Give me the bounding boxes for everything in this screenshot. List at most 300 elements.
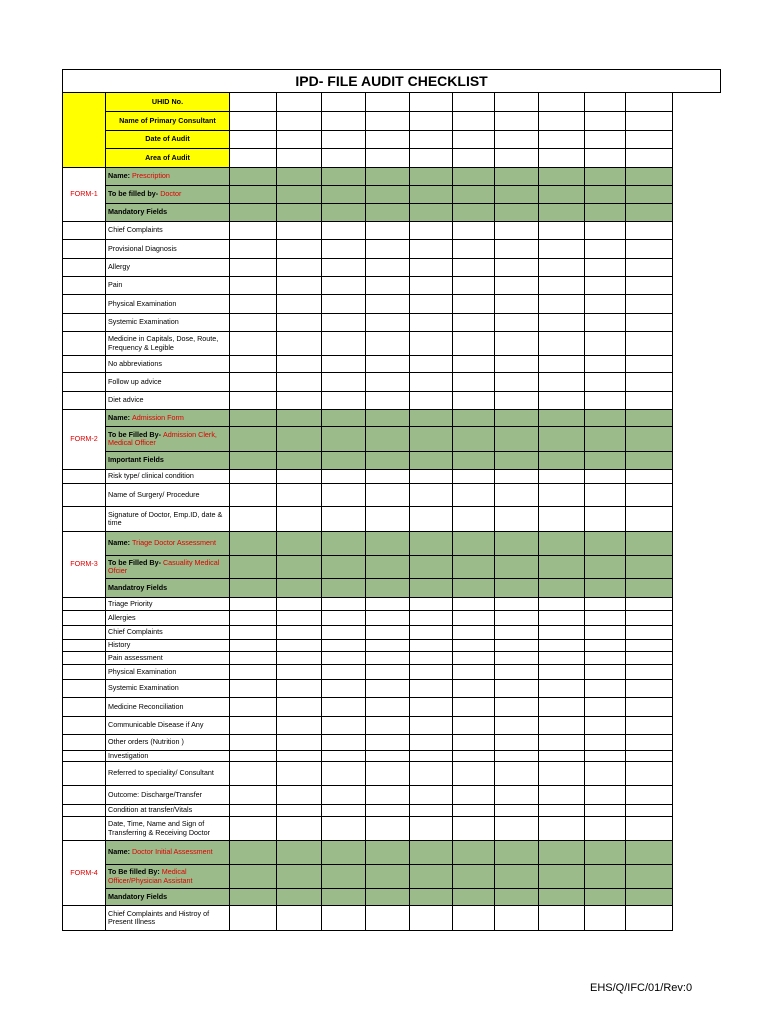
audit-cell[interactable] xyxy=(453,373,495,392)
audit-cell[interactable] xyxy=(495,222,539,240)
audit-cell[interactable] xyxy=(230,665,277,680)
audit-cell[interactable] xyxy=(585,295,626,314)
audit-cell[interactable] xyxy=(366,698,410,717)
audit-cell[interactable] xyxy=(410,373,453,392)
audit-cell[interactable] xyxy=(539,168,585,186)
audit-cell[interactable] xyxy=(453,112,495,131)
audit-cell[interactable] xyxy=(230,470,277,484)
audit-cell[interactable] xyxy=(366,186,410,204)
audit-cell[interactable] xyxy=(626,356,673,373)
audit-cell[interactable] xyxy=(322,112,366,131)
audit-cell[interactable] xyxy=(410,204,453,222)
audit-cell[interactable] xyxy=(410,611,453,626)
audit-cell[interactable] xyxy=(277,222,322,240)
audit-cell[interactable] xyxy=(453,652,495,665)
audit-cell[interactable] xyxy=(539,427,585,452)
audit-cell[interactable] xyxy=(410,579,453,598)
audit-cell[interactable] xyxy=(495,240,539,259)
audit-cell[interactable] xyxy=(277,805,322,817)
audit-cell[interactable] xyxy=(585,204,626,222)
audit-cell[interactable] xyxy=(277,186,322,204)
audit-cell[interactable] xyxy=(322,805,366,817)
audit-cell[interactable] xyxy=(230,652,277,665)
audit-cell[interactable] xyxy=(366,626,410,640)
audit-cell[interactable] xyxy=(230,751,277,762)
audit-cell[interactable] xyxy=(322,149,366,168)
audit-cell[interactable] xyxy=(410,470,453,484)
audit-cell[interactable] xyxy=(410,240,453,259)
audit-cell[interactable] xyxy=(453,579,495,598)
audit-cell[interactable] xyxy=(585,680,626,698)
audit-cell[interactable] xyxy=(277,314,322,332)
audit-cell[interactable] xyxy=(410,356,453,373)
audit-cell[interactable] xyxy=(585,598,626,611)
audit-cell[interactable] xyxy=(626,579,673,598)
audit-cell[interactable] xyxy=(322,470,366,484)
audit-cell[interactable] xyxy=(322,598,366,611)
audit-cell[interactable] xyxy=(410,112,453,131)
audit-cell[interactable] xyxy=(230,222,277,240)
audit-cell[interactable] xyxy=(495,889,539,906)
audit-cell[interactable] xyxy=(277,93,322,112)
audit-cell[interactable] xyxy=(539,717,585,735)
audit-cell[interactable] xyxy=(366,665,410,680)
audit-cell[interactable] xyxy=(277,410,322,427)
audit-cell[interactable] xyxy=(230,240,277,259)
audit-cell[interactable] xyxy=(539,841,585,865)
audit-cell[interactable] xyxy=(366,817,410,841)
audit-cell[interactable] xyxy=(230,484,277,507)
audit-cell[interactable] xyxy=(585,889,626,906)
audit-cell[interactable] xyxy=(539,751,585,762)
audit-cell[interactable] xyxy=(230,805,277,817)
audit-cell[interactable] xyxy=(585,259,626,277)
audit-cell[interactable] xyxy=(495,717,539,735)
audit-cell[interactable] xyxy=(453,131,495,149)
audit-cell[interactable] xyxy=(539,786,585,805)
audit-cell[interactable] xyxy=(230,168,277,186)
audit-cell[interactable] xyxy=(230,93,277,112)
audit-cell[interactable] xyxy=(585,452,626,470)
audit-cell[interactable] xyxy=(626,906,673,931)
audit-cell[interactable] xyxy=(453,556,495,579)
audit-cell[interactable] xyxy=(539,805,585,817)
audit-cell[interactable] xyxy=(277,817,322,841)
audit-cell[interactable] xyxy=(539,392,585,410)
audit-cell[interactable] xyxy=(585,427,626,452)
audit-cell[interactable] xyxy=(277,762,322,786)
audit-cell[interactable] xyxy=(322,314,366,332)
audit-cell[interactable] xyxy=(626,93,673,112)
audit-cell[interactable] xyxy=(277,665,322,680)
audit-cell[interactable] xyxy=(322,507,366,532)
audit-cell[interactable] xyxy=(539,314,585,332)
audit-cell[interactable] xyxy=(277,470,322,484)
audit-cell[interactable] xyxy=(277,906,322,931)
audit-cell[interactable] xyxy=(453,356,495,373)
audit-cell[interactable] xyxy=(585,626,626,640)
audit-cell[interactable] xyxy=(539,259,585,277)
audit-cell[interactable] xyxy=(277,452,322,470)
audit-cell[interactable] xyxy=(539,186,585,204)
audit-cell[interactable] xyxy=(230,640,277,652)
audit-cell[interactable] xyxy=(626,626,673,640)
audit-cell[interactable] xyxy=(495,735,539,751)
audit-cell[interactable] xyxy=(626,786,673,805)
audit-cell[interactable] xyxy=(366,112,410,131)
audit-cell[interactable] xyxy=(626,186,673,204)
audit-cell[interactable] xyxy=(585,314,626,332)
audit-cell[interactable] xyxy=(495,507,539,532)
audit-cell[interactable] xyxy=(495,295,539,314)
audit-cell[interactable] xyxy=(277,786,322,805)
audit-cell[interactable] xyxy=(230,579,277,598)
audit-cell[interactable] xyxy=(539,410,585,427)
audit-cell[interactable] xyxy=(453,470,495,484)
audit-cell[interactable] xyxy=(322,817,366,841)
audit-cell[interactable] xyxy=(410,295,453,314)
audit-cell[interactable] xyxy=(366,470,410,484)
audit-cell[interactable] xyxy=(277,841,322,865)
audit-cell[interactable] xyxy=(277,204,322,222)
audit-cell[interactable] xyxy=(410,817,453,841)
audit-cell[interactable] xyxy=(410,131,453,149)
audit-cell[interactable] xyxy=(626,841,673,865)
audit-cell[interactable] xyxy=(539,611,585,626)
audit-cell[interactable] xyxy=(322,680,366,698)
audit-cell[interactable] xyxy=(539,204,585,222)
audit-cell[interactable] xyxy=(495,373,539,392)
audit-cell[interactable] xyxy=(230,295,277,314)
audit-cell[interactable] xyxy=(539,640,585,652)
audit-cell[interactable] xyxy=(495,579,539,598)
audit-cell[interactable] xyxy=(277,427,322,452)
audit-cell[interactable] xyxy=(585,640,626,652)
audit-cell[interactable] xyxy=(539,652,585,665)
audit-cell[interactable] xyxy=(495,427,539,452)
audit-cell[interactable] xyxy=(585,507,626,532)
audit-cell[interactable] xyxy=(585,717,626,735)
audit-cell[interactable] xyxy=(585,906,626,931)
audit-cell[interactable] xyxy=(626,698,673,717)
audit-cell[interactable] xyxy=(277,598,322,611)
audit-cell[interactable] xyxy=(277,698,322,717)
audit-cell[interactable] xyxy=(230,452,277,470)
audit-cell[interactable] xyxy=(366,556,410,579)
audit-cell[interactable] xyxy=(410,186,453,204)
audit-cell[interactable] xyxy=(322,452,366,470)
audit-cell[interactable] xyxy=(585,356,626,373)
audit-cell[interactable] xyxy=(453,392,495,410)
audit-cell[interactable] xyxy=(495,598,539,611)
audit-cell[interactable] xyxy=(495,392,539,410)
audit-cell[interactable] xyxy=(366,295,410,314)
audit-cell[interactable] xyxy=(539,889,585,906)
audit-cell[interactable] xyxy=(410,762,453,786)
audit-cell[interactable] xyxy=(495,332,539,356)
audit-cell[interactable] xyxy=(539,817,585,841)
audit-cell[interactable] xyxy=(495,805,539,817)
audit-cell[interactable] xyxy=(453,427,495,452)
audit-cell[interactable] xyxy=(585,168,626,186)
audit-cell[interactable] xyxy=(585,373,626,392)
audit-cell[interactable] xyxy=(495,93,539,112)
audit-cell[interactable] xyxy=(495,698,539,717)
audit-cell[interactable] xyxy=(495,786,539,805)
audit-cell[interactable] xyxy=(495,817,539,841)
audit-cell[interactable] xyxy=(453,204,495,222)
audit-cell[interactable] xyxy=(322,295,366,314)
audit-cell[interactable] xyxy=(495,131,539,149)
audit-cell[interactable] xyxy=(539,470,585,484)
audit-cell[interactable] xyxy=(410,665,453,680)
audit-cell[interactable] xyxy=(277,295,322,314)
audit-cell[interactable] xyxy=(322,332,366,356)
audit-cell[interactable] xyxy=(366,611,410,626)
audit-cell[interactable] xyxy=(539,626,585,640)
audit-cell[interactable] xyxy=(322,356,366,373)
audit-cell[interactable] xyxy=(495,204,539,222)
audit-cell[interactable] xyxy=(230,314,277,332)
audit-cell[interactable] xyxy=(277,240,322,259)
audit-cell[interactable] xyxy=(277,507,322,532)
audit-cell[interactable] xyxy=(322,277,366,295)
audit-cell[interactable] xyxy=(366,598,410,611)
audit-cell[interactable] xyxy=(453,507,495,532)
audit-cell[interactable] xyxy=(626,556,673,579)
audit-cell[interactable] xyxy=(495,356,539,373)
audit-cell[interactable] xyxy=(585,332,626,356)
audit-cell[interactable] xyxy=(277,652,322,665)
audit-cell[interactable] xyxy=(277,556,322,579)
audit-cell[interactable] xyxy=(230,259,277,277)
audit-cell[interactable] xyxy=(277,484,322,507)
audit-cell[interactable] xyxy=(626,865,673,889)
audit-cell[interactable] xyxy=(366,841,410,865)
audit-cell[interactable] xyxy=(410,841,453,865)
audit-cell[interactable] xyxy=(585,665,626,680)
audit-cell[interactable] xyxy=(322,484,366,507)
audit-cell[interactable] xyxy=(453,762,495,786)
audit-cell[interactable] xyxy=(230,786,277,805)
audit-cell[interactable] xyxy=(453,698,495,717)
audit-cell[interactable] xyxy=(495,186,539,204)
audit-cell[interactable] xyxy=(410,717,453,735)
audit-cell[interactable] xyxy=(453,452,495,470)
audit-cell[interactable] xyxy=(453,640,495,652)
audit-cell[interactable] xyxy=(626,277,673,295)
audit-cell[interactable] xyxy=(322,906,366,931)
audit-cell[interactable] xyxy=(277,356,322,373)
audit-cell[interactable] xyxy=(453,240,495,259)
audit-cell[interactable] xyxy=(453,259,495,277)
audit-cell[interactable] xyxy=(230,626,277,640)
audit-cell[interactable] xyxy=(453,889,495,906)
audit-cell[interactable] xyxy=(453,222,495,240)
audit-cell[interactable] xyxy=(539,665,585,680)
audit-cell[interactable] xyxy=(539,865,585,889)
audit-cell[interactable] xyxy=(322,652,366,665)
audit-cell[interactable] xyxy=(366,889,410,906)
audit-cell[interactable] xyxy=(230,735,277,751)
audit-cell[interactable] xyxy=(322,665,366,680)
audit-cell[interactable] xyxy=(366,532,410,556)
audit-cell[interactable] xyxy=(626,259,673,277)
audit-cell[interactable] xyxy=(495,652,539,665)
audit-cell[interactable] xyxy=(322,427,366,452)
audit-cell[interactable] xyxy=(495,470,539,484)
audit-cell[interactable] xyxy=(585,470,626,484)
audit-cell[interactable] xyxy=(366,507,410,532)
audit-cell[interactable] xyxy=(230,356,277,373)
audit-cell[interactable] xyxy=(626,222,673,240)
audit-cell[interactable] xyxy=(366,314,410,332)
audit-cell[interactable] xyxy=(277,717,322,735)
audit-cell[interactable] xyxy=(322,889,366,906)
audit-cell[interactable] xyxy=(495,452,539,470)
audit-cell[interactable] xyxy=(366,805,410,817)
audit-cell[interactable] xyxy=(366,751,410,762)
audit-cell[interactable] xyxy=(626,131,673,149)
audit-cell[interactable] xyxy=(626,762,673,786)
audit-cell[interactable] xyxy=(230,841,277,865)
audit-cell[interactable] xyxy=(277,168,322,186)
audit-cell[interactable] xyxy=(277,131,322,149)
audit-cell[interactable] xyxy=(366,410,410,427)
audit-cell[interactable] xyxy=(366,680,410,698)
audit-cell[interactable] xyxy=(410,598,453,611)
audit-cell[interactable] xyxy=(366,356,410,373)
audit-cell[interactable] xyxy=(410,640,453,652)
audit-cell[interactable] xyxy=(585,579,626,598)
audit-cell[interactable] xyxy=(539,762,585,786)
audit-cell[interactable] xyxy=(626,817,673,841)
audit-cell[interactable] xyxy=(495,751,539,762)
audit-cell[interactable] xyxy=(495,556,539,579)
audit-cell[interactable] xyxy=(277,149,322,168)
audit-cell[interactable] xyxy=(366,149,410,168)
audit-cell[interactable] xyxy=(626,204,673,222)
audit-cell[interactable] xyxy=(230,112,277,131)
audit-cell[interactable] xyxy=(277,751,322,762)
audit-cell[interactable] xyxy=(322,762,366,786)
audit-cell[interactable] xyxy=(277,640,322,652)
audit-cell[interactable] xyxy=(453,410,495,427)
audit-cell[interactable] xyxy=(322,186,366,204)
audit-cell[interactable] xyxy=(230,410,277,427)
audit-cell[interactable] xyxy=(230,149,277,168)
audit-cell[interactable] xyxy=(410,410,453,427)
audit-cell[interactable] xyxy=(230,532,277,556)
audit-cell[interactable] xyxy=(322,611,366,626)
audit-cell[interactable] xyxy=(322,532,366,556)
audit-cell[interactable] xyxy=(495,865,539,889)
audit-cell[interactable] xyxy=(277,735,322,751)
audit-cell[interactable] xyxy=(322,259,366,277)
audit-cell[interactable] xyxy=(410,452,453,470)
audit-cell[interactable] xyxy=(453,865,495,889)
audit-cell[interactable] xyxy=(626,240,673,259)
audit-cell[interactable] xyxy=(585,652,626,665)
audit-cell[interactable] xyxy=(453,168,495,186)
audit-cell[interactable] xyxy=(230,332,277,356)
audit-cell[interactable] xyxy=(495,259,539,277)
audit-cell[interactable] xyxy=(453,484,495,507)
audit-cell[interactable] xyxy=(453,906,495,931)
audit-cell[interactable] xyxy=(366,222,410,240)
audit-cell[interactable] xyxy=(366,640,410,652)
audit-cell[interactable] xyxy=(366,652,410,665)
audit-cell[interactable] xyxy=(539,93,585,112)
audit-cell[interactable] xyxy=(626,314,673,332)
audit-cell[interactable] xyxy=(585,556,626,579)
audit-cell[interactable] xyxy=(626,484,673,507)
audit-cell[interactable] xyxy=(410,889,453,906)
audit-cell[interactable] xyxy=(277,532,322,556)
audit-cell[interactable] xyxy=(410,735,453,751)
audit-cell[interactable] xyxy=(366,865,410,889)
audit-cell[interactable] xyxy=(585,735,626,751)
audit-cell[interactable] xyxy=(585,131,626,149)
audit-cell[interactable] xyxy=(626,410,673,427)
audit-cell[interactable] xyxy=(277,112,322,131)
audit-cell[interactable] xyxy=(410,259,453,277)
audit-cell[interactable] xyxy=(322,168,366,186)
audit-cell[interactable] xyxy=(277,332,322,356)
audit-cell[interactable] xyxy=(322,786,366,805)
audit-cell[interactable] xyxy=(230,611,277,626)
audit-cell[interactable] xyxy=(322,751,366,762)
audit-cell[interactable] xyxy=(410,786,453,805)
audit-cell[interactable] xyxy=(277,373,322,392)
audit-cell[interactable] xyxy=(453,841,495,865)
audit-cell[interactable] xyxy=(495,112,539,131)
audit-cell[interactable] xyxy=(626,611,673,626)
audit-cell[interactable] xyxy=(585,112,626,131)
audit-cell[interactable] xyxy=(322,698,366,717)
audit-cell[interactable] xyxy=(539,735,585,751)
audit-cell[interactable] xyxy=(322,222,366,240)
audit-cell[interactable] xyxy=(539,277,585,295)
audit-cell[interactable] xyxy=(453,805,495,817)
audit-cell[interactable] xyxy=(453,598,495,611)
audit-cell[interactable] xyxy=(366,168,410,186)
audit-cell[interactable] xyxy=(585,532,626,556)
audit-cell[interactable] xyxy=(366,452,410,470)
audit-cell[interactable] xyxy=(626,665,673,680)
audit-cell[interactable] xyxy=(495,680,539,698)
audit-cell[interactable] xyxy=(322,240,366,259)
audit-cell[interactable] xyxy=(585,222,626,240)
audit-cell[interactable] xyxy=(366,906,410,931)
audit-cell[interactable] xyxy=(539,222,585,240)
audit-cell[interactable] xyxy=(322,204,366,222)
audit-cell[interactable] xyxy=(626,735,673,751)
audit-cell[interactable] xyxy=(626,717,673,735)
audit-cell[interactable] xyxy=(539,680,585,698)
audit-cell[interactable] xyxy=(539,452,585,470)
audit-cell[interactable] xyxy=(539,112,585,131)
audit-cell[interactable] xyxy=(230,204,277,222)
audit-cell[interactable] xyxy=(539,532,585,556)
audit-cell[interactable] xyxy=(322,579,366,598)
audit-cell[interactable] xyxy=(453,611,495,626)
audit-cell[interactable] xyxy=(277,865,322,889)
audit-cell[interactable] xyxy=(322,640,366,652)
audit-cell[interactable] xyxy=(230,507,277,532)
audit-cell[interactable] xyxy=(322,841,366,865)
audit-cell[interactable] xyxy=(495,410,539,427)
